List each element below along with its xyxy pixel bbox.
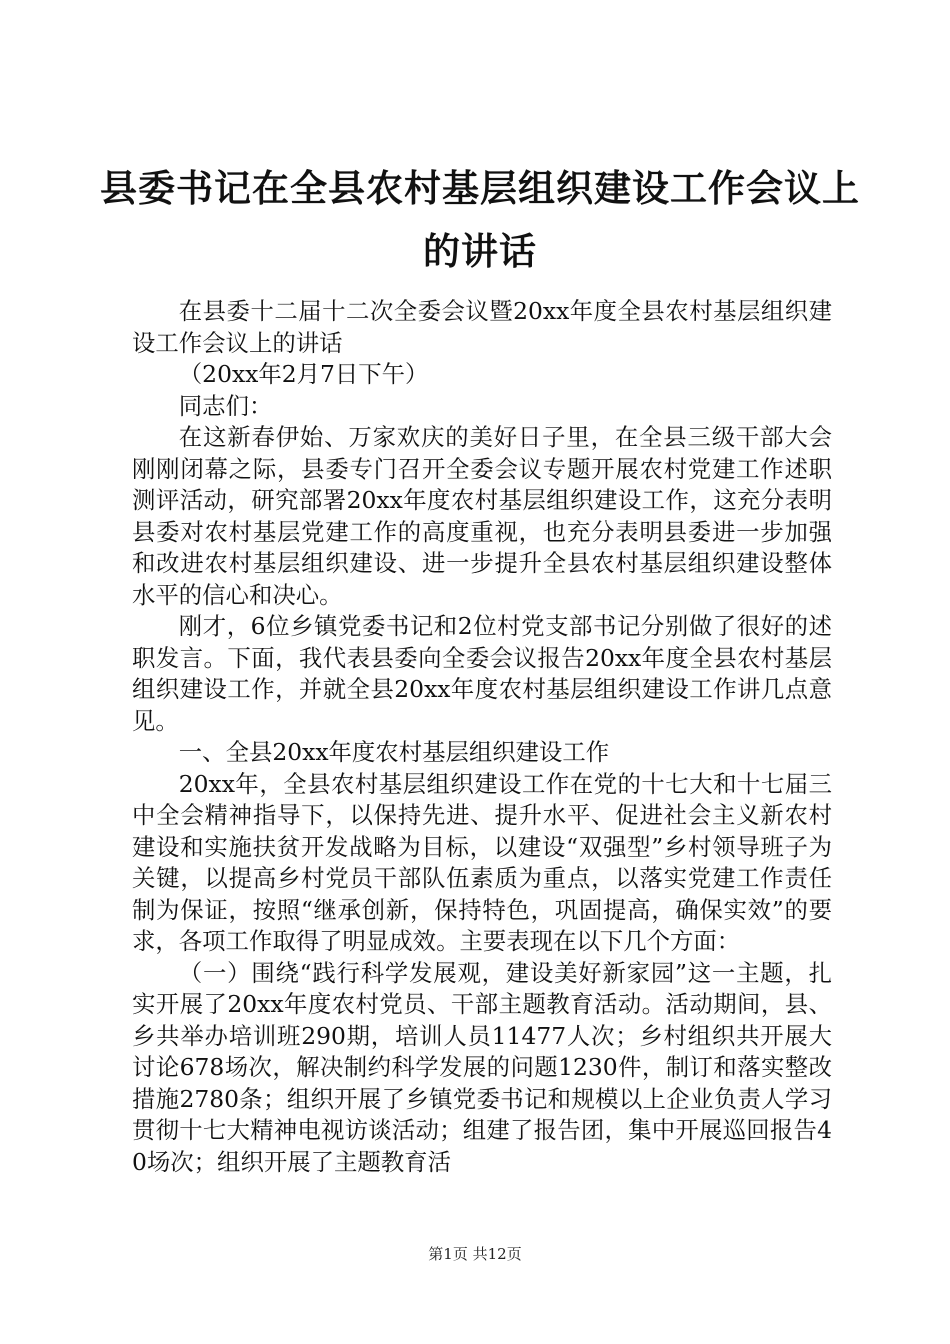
section-heading: 一、全县20xx年度农村基层组织建设工作	[178, 738, 610, 766]
paragraph: 刚才，6位乡镇党委书记和2位村党支部书记分别做了很好的述职发言。下面，我代表县委向全委会议报告20xx年度全县农村基层组织建设工作，并就全县20xx年度农村基层组织建设工作讲几点意见。	[132, 612, 832, 735]
document-title-line-1: 县委书记在全县农村基层组织建设工作会议上	[100, 166, 860, 210]
document-title-line-2: 的讲话	[423, 229, 537, 273]
document-body	[132, 296, 832, 1178]
page-footer: 第1页 共12页	[428, 1245, 522, 1263]
paragraph-date: （20xx年2月7日下午）	[178, 360, 429, 388]
paragraph: 在这新春伊始、万家欢庆的美好日子里，在全县三级干部大会刚刚闭幕之际，县委专门召开全委会议专题开展农村党建工作述职测评活动，研究部署20xx年度农村基层组织建设工作，这充分表明县委对农村基层党建工作的高度重视，也充分表明县委进一步加强和改进农村基层组织建设、进一步提升全县农村基层组织建设整体水平的信心和决心。	[132, 423, 832, 609]
paragraph-salutation: 同志们：	[178, 391, 273, 420]
paragraph: （一）围绕“践行科学发展观，建设美好新家园”这一主题，扎实开展了20xx年度农村党员、干部主题教育活动。活动期间，县、乡共举办培训班290期，培训人员11477人次；乡村组织共开展大讨论678场次，解决制约科学发展的问题1230件，制订和落实整改措施2780条；组织开展了乡镇党委书记和规模以上企业负责人学习贯彻十七大精神电视访谈活动；组建了报告团，集中开展巡回报告40场次；组织开展了主题教育活	[132, 958, 832, 1176]
paragraph: 20xx年，全县农村基层组织建设工作在党的十七大和十七届三中全会精神指导下，以保持先进、提升水平、促进社会主义新农村建设和实施扶贫开发战略为目标，以建设“双强型”乡村领导班子为关键，以提高乡村党员干部队伍素质为重点，以落实党建工作责任制为保证，按照“继承创新，保持特色，巩固提高，确保实效”的要求，各项工作取得了明显成效。主要表现在以下几个方面：	[132, 769, 832, 955]
paragraph-subtitle: 在县委十二届十二次全委会议暨20xx年度全县农村基层组织建设工作会议上的讲话	[132, 297, 832, 357]
